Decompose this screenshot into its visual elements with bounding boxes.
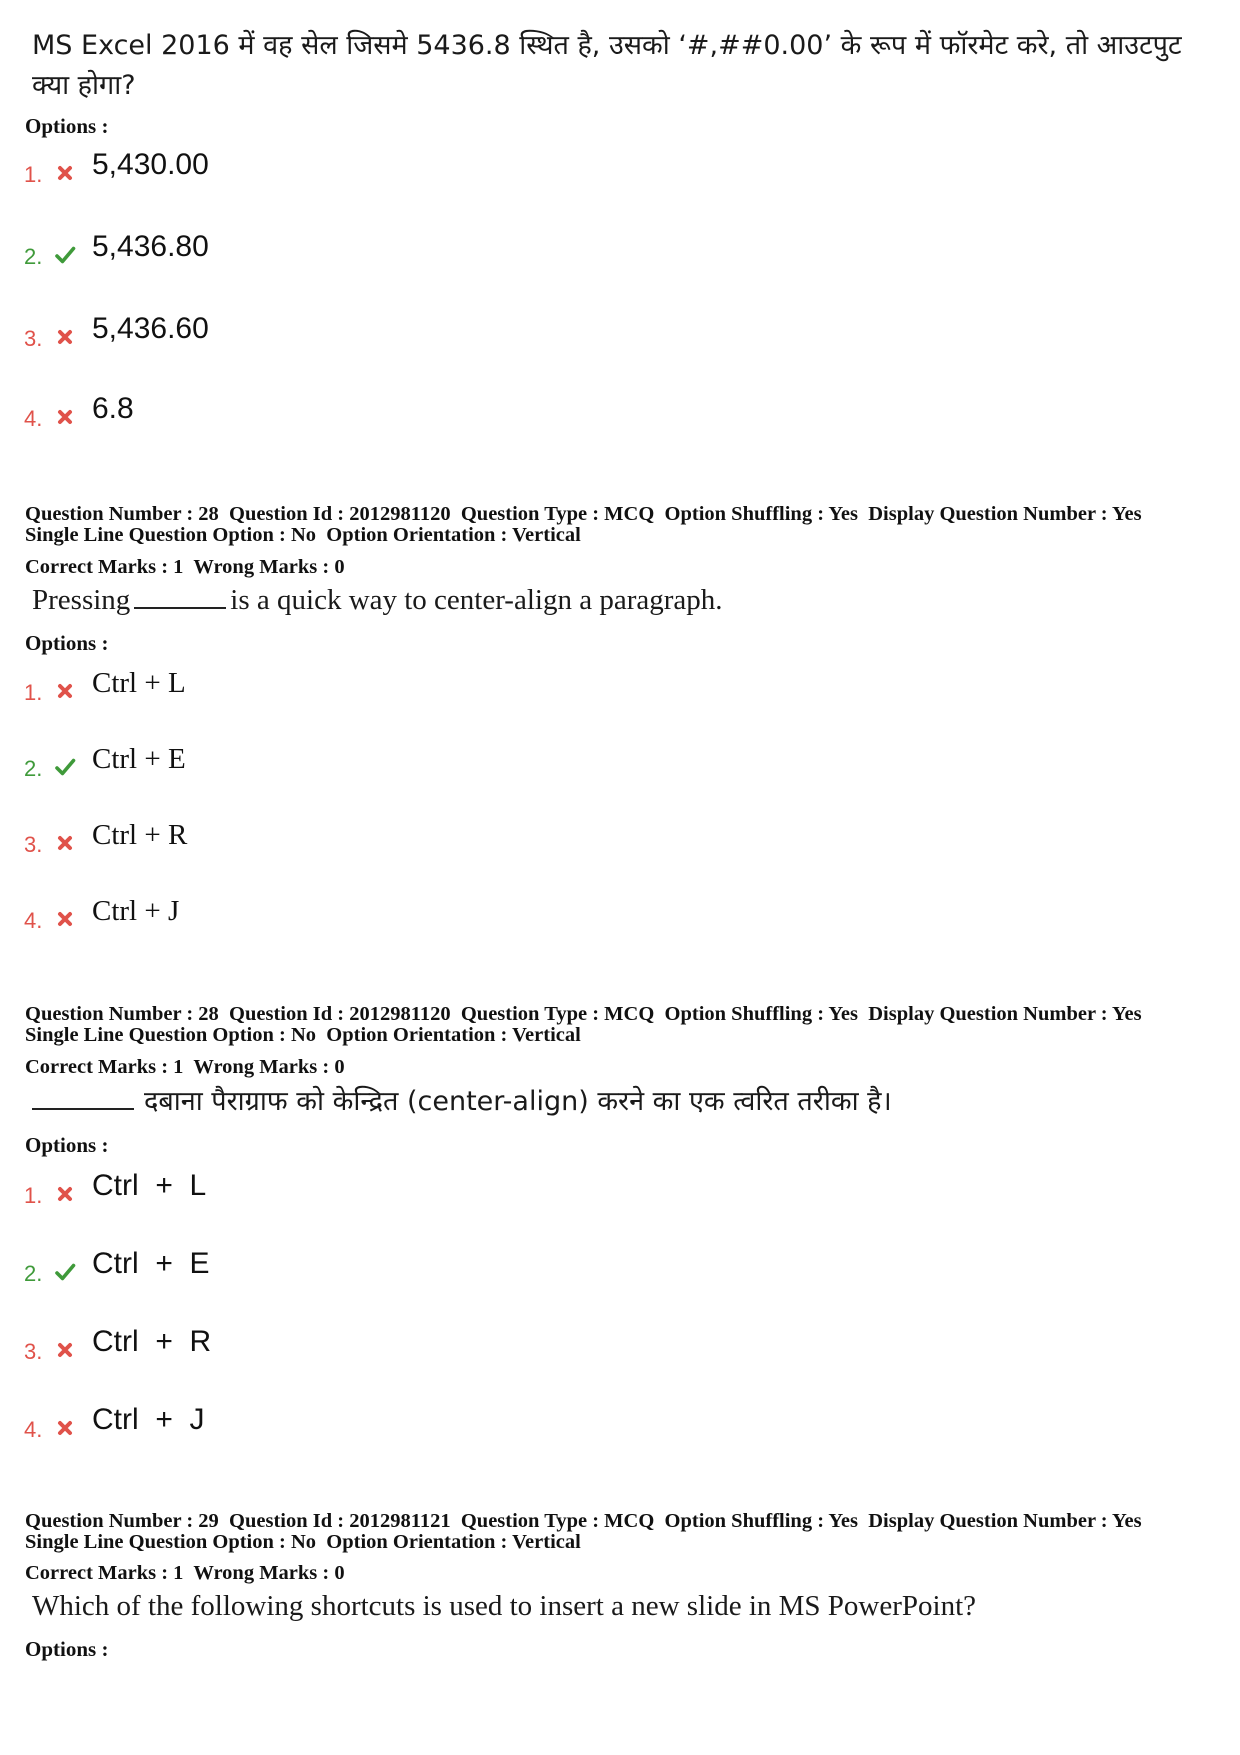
option-value: Ctrl + E: [92, 743, 186, 775]
option-number: 1.: [24, 1183, 43, 1208]
question-meta-line-1: Question Number : 28 Question Id : 2012981120 Question Type : MCQ Option Shuffling : Yes Display Question Number : Yes: [25, 503, 1142, 525]
option-3: [24, 812, 624, 856]
option-number: 1.: [24, 162, 43, 187]
cross-icon: [54, 1183, 76, 1205]
option-3: [24, 1319, 624, 1363]
question-29-marks: Correct Marks : 1 Wrong Marks : 0: [25, 1562, 345, 1584]
check-icon: [54, 244, 76, 266]
question-28-text: [32, 584, 723, 617]
option-value: Ctrl + R: [92, 1325, 212, 1358]
option-number: 2.: [24, 756, 43, 781]
option-3: [24, 306, 624, 350]
question-29-text: Which of the following shortcuts is used to insert a new slide in MS PowerPoint?: [32, 1590, 977, 1622]
question-text-before-blank: Pressing: [32, 584, 131, 616]
option-2: [24, 736, 624, 780]
check-icon: [54, 756, 76, 778]
option-value: 5,436.60: [92, 312, 209, 345]
question-28-meta: [25, 504, 1142, 546]
check-icon: [54, 1261, 76, 1283]
option-value: Ctrl + R: [92, 819, 188, 851]
question-29-meta: [25, 1511, 1142, 1553]
options-label: Options :: [25, 114, 109, 138]
option-2: [24, 1241, 624, 1285]
question-text-after-blank: is a quick way to center-align a paragraph.: [230, 584, 723, 616]
question-28-marks: Correct Marks : 1 Wrong Marks : 0: [25, 556, 345, 578]
cross-icon: [54, 1339, 76, 1361]
option-number: 2.: [24, 1261, 43, 1286]
option-1: [24, 1163, 624, 1207]
option-number: 3.: [24, 832, 43, 857]
option-4: [24, 888, 624, 932]
question-meta-line-2: Single Line Question Option : No Option Orientation : Vertical: [25, 524, 581, 546]
options-label: Options :: [25, 1133, 109, 1157]
option-1: [24, 142, 624, 186]
cross-icon: [54, 1417, 76, 1439]
question-28-hindi-meta: [25, 1004, 1142, 1046]
option-number: 3.: [24, 1339, 43, 1364]
option-number: 4.: [24, 908, 43, 933]
option-value: Ctrl + L: [92, 1169, 207, 1202]
cross-icon: [54, 680, 76, 702]
option-1: [24, 660, 624, 704]
option-number: 2.: [24, 244, 43, 269]
option-2: [24, 224, 624, 268]
option-value: Ctrl + J: [92, 1403, 205, 1436]
options-label: Options :: [25, 1637, 109, 1661]
option-value: Ctrl + E: [92, 1247, 210, 1280]
option-4: [24, 1397, 624, 1441]
question-meta-line-1: Question Number : 29 Question Id : 2012981121 Question Type : MCQ Option Shuffling : Yes Display Question Number : Yes: [25, 1510, 1142, 1532]
option-value: Ctrl + L: [92, 667, 186, 699]
cross-icon: [54, 832, 76, 854]
cross-icon: [54, 908, 76, 930]
cross-icon: [54, 162, 76, 184]
option-value: 5,430.00: [92, 148, 209, 181]
cross-icon: [54, 406, 76, 428]
option-number: 1.: [24, 680, 43, 705]
option-number: 4.: [24, 1417, 43, 1442]
option-value: 5,436.80: [92, 230, 209, 263]
question-meta-line-2: Single Line Question Option : No Option Orientation : Vertical: [25, 1531, 581, 1553]
question-28-hindi-marks: Correct Marks : 1 Wrong Marks : 0: [25, 1056, 345, 1078]
question-27-text: MS Excel 2016 में वह सेल जिसमे 5436.8 स्थित है, उसको ‘#,##0.00’ के रूप में फॉरमेट करे, तो आउटपुट क्या होगा?: [32, 30, 1182, 101]
answer-blank: [134, 585, 226, 609]
cross-icon: [54, 326, 76, 348]
question-text-after-blank: दबाना पैराग्राफ को केन्द्रित (center-align) करने का एक त्वरित तरीका है।: [144, 1086, 892, 1117]
question-meta-line-2: Single Line Question Option : No Option Orientation : Vertical: [25, 1024, 581, 1046]
option-value: 6.8: [92, 392, 134, 425]
option-number: 3.: [24, 326, 43, 351]
answer-blank: [32, 1086, 134, 1110]
question-28-hindi-text: [32, 1082, 1212, 1122]
option-4: [24, 386, 624, 430]
options-label: Options :: [25, 631, 109, 655]
question-meta-line-1: Question Number : 28 Question Id : 2012981120 Question Type : MCQ Option Shuffling : Yes Display Question Number : Yes: [25, 1003, 1142, 1025]
option-number: 4.: [24, 406, 43, 431]
option-value: Ctrl + J: [92, 895, 180, 927]
